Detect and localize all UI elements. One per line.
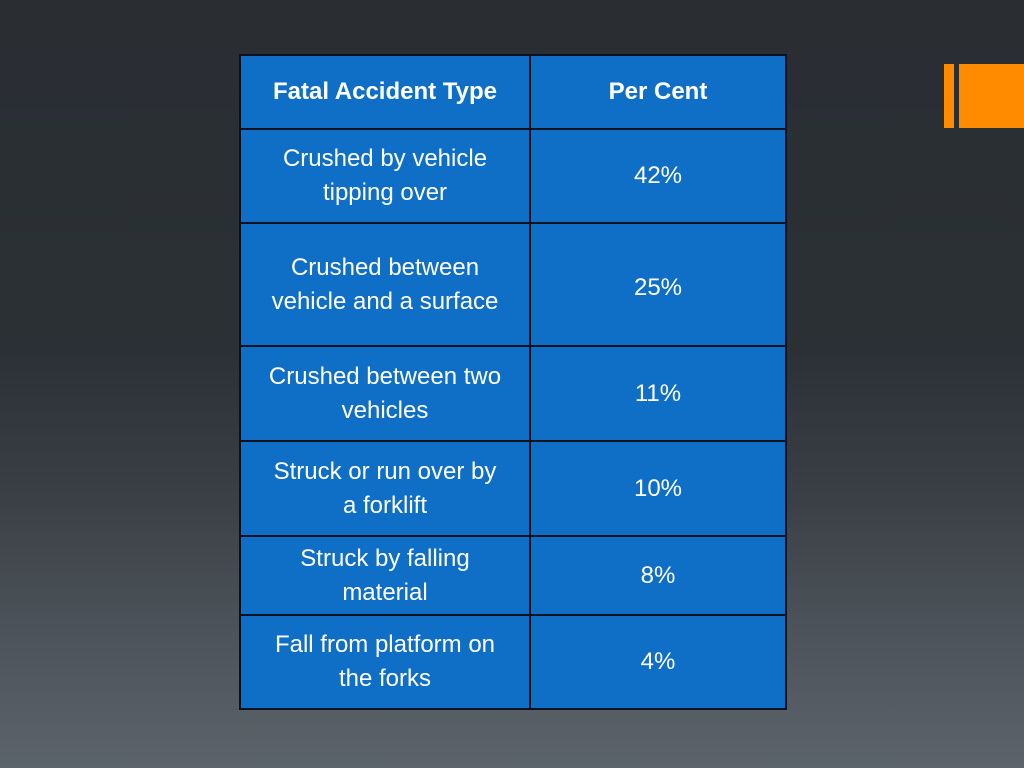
accident-type-cell [240,346,530,441]
percent-cell: 4% [530,615,786,709]
percent-cell: 10% [530,441,786,536]
accident-type-line: Crushed between [290,253,480,281]
accident-type-line: vehicles [341,396,429,424]
accident-type-cell [240,223,530,346]
table-row [240,346,786,441]
percent-cell: 11% [530,346,786,441]
accident-type-line: vehicle and a surface [271,287,499,315]
percent-cell: 8% [530,536,786,615]
accident-type-line: Crushed by vehicle [282,145,488,172]
accent-bar-thick [959,64,1024,128]
accident-type-line: Struck by falling [300,544,470,572]
accident-type-line: Fall from platform on [274,631,496,658]
accident-type-cell [240,615,530,709]
accent-bar-thin [944,64,954,128]
header-fatal-accident-type: Fatal Accident Type [240,55,530,129]
percent-cell: 25% [530,223,786,346]
accident-type-cell [240,536,530,615]
accident-type-line: tipping over [322,179,448,206]
accident-type-line: material [342,578,428,606]
header-per-cent: Per Cent [530,55,786,129]
table-row [240,129,786,223]
fatal-accident-table [239,54,787,710]
table-row [240,441,786,536]
percent-cell: 42% [530,129,786,223]
accent-decoration [944,64,1024,128]
table-row [240,223,786,346]
accident-type-cell [240,441,530,536]
accident-type-cell [240,129,530,223]
accident-type-line: a forklift [342,491,428,519]
accident-type-line: Struck or run over by [273,457,497,485]
accident-type-line: the forks [338,665,432,692]
table-header-row [240,55,786,129]
accident-type-line: Crushed between two [268,362,502,390]
table-row [240,536,786,615]
table-row [240,615,786,709]
